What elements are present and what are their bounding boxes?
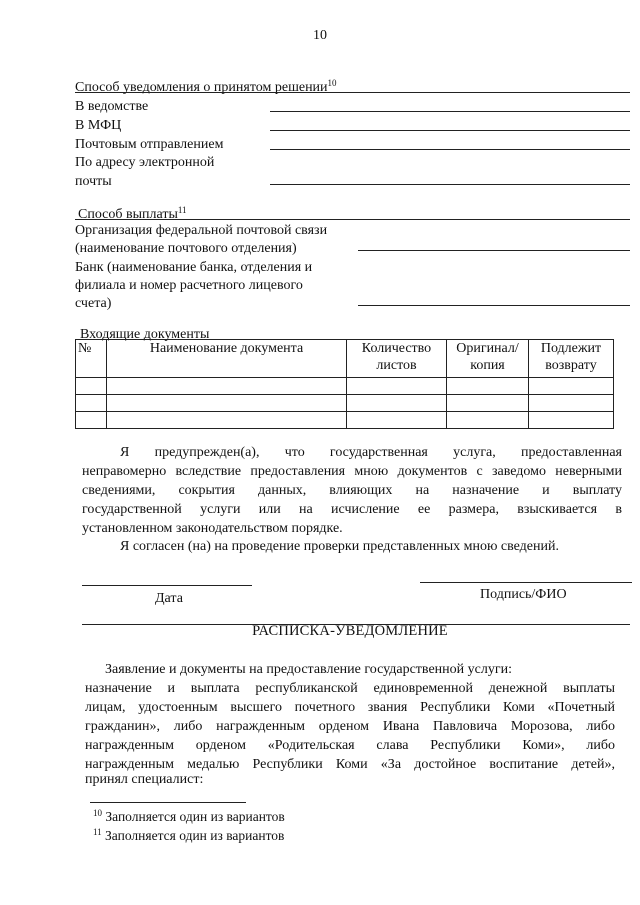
table-cell[interactable] xyxy=(107,378,347,395)
table-cell[interactable] xyxy=(107,395,347,412)
col-header-count-l1: Количество xyxy=(361,341,432,356)
receipt-line-3: лицам, удостоенным высшего почетного звания Республики Коми «Почетный xyxy=(85,700,615,715)
col-header-count xyxy=(347,340,447,378)
table-row xyxy=(76,395,614,412)
footnote-11-ref: 11 xyxy=(93,827,102,837)
table-cell[interactable] xyxy=(447,395,529,412)
table-cell[interactable] xyxy=(76,378,107,395)
receipt-title: РАСПИСКА-УВЕДОМЛЕНИЕ xyxy=(252,623,448,639)
receipt-line-1: Заявление и документы на предоставление государственной услуги: xyxy=(105,662,512,677)
payment-bank-line3: счета) xyxy=(75,296,112,311)
table-cell[interactable] xyxy=(529,412,614,429)
notify-option-email-line2: почты xyxy=(75,174,112,189)
table-cell[interactable] xyxy=(347,395,447,412)
notify-mfc-field[interactable] xyxy=(270,130,630,131)
footnote-11-text: Заполняется один из вариантов xyxy=(105,828,285,843)
signature-label: Подпись/ФИО xyxy=(480,587,567,602)
table-row xyxy=(76,412,614,429)
col-header-number: № xyxy=(76,340,107,378)
notify-post-field[interactable] xyxy=(270,149,630,150)
incoming-docs-table xyxy=(75,339,614,429)
payment-bank-line1: Банк (наименование банка, отделения и xyxy=(75,260,313,275)
payment-post-line2: (наименование почтового отделения) xyxy=(75,241,297,256)
table-row xyxy=(76,378,614,395)
col-header-return xyxy=(529,340,614,378)
warning-line-5: установленном законодательством порядке. xyxy=(82,521,343,536)
payment-post-line1: Организация федеральной почтовой связи xyxy=(75,223,328,238)
notify-section-title xyxy=(75,79,337,97)
payment-bank-field[interactable] xyxy=(358,305,630,306)
footnote-11 xyxy=(93,827,284,845)
footnote-separator xyxy=(90,802,246,803)
table-cell[interactable] xyxy=(529,378,614,395)
table-cell[interactable] xyxy=(76,412,107,429)
table-cell[interactable] xyxy=(347,412,447,429)
payment-bank-line2: филиала и номер расчетного лицевого xyxy=(75,278,303,293)
notify-option-post: Почтовым отправлением xyxy=(75,137,224,152)
receipt-line-5: награжденным орденом «Родительская слава Республики Коми», либо xyxy=(85,738,615,753)
footnote-10 xyxy=(93,808,285,826)
receipt-line-2: назначение и выплата республиканской единовременной денежной выплаты xyxy=(85,681,615,696)
receipt-line-4: гражданин», либо награжденным орденом Ивана Павловича Морозова, либо xyxy=(85,719,615,734)
notify-option-agency: В ведомстве xyxy=(75,99,149,114)
col-header-return-l2: возврату xyxy=(545,358,597,373)
warning-line-3: сведениями, сокрытия данных, влияющих на назначение и выплату xyxy=(82,483,622,498)
notify-title-text: Способ уведомления о принятом решении xyxy=(75,80,328,95)
signature-field[interactable] xyxy=(420,582,632,583)
col-header-original xyxy=(447,340,529,378)
warning-line-2: неправомерно вследствие предоставления мною документов с заведомо неверными xyxy=(82,464,622,479)
col-header-count-l2: листов xyxy=(376,358,417,373)
incoming-docs-title: Входящие документы xyxy=(80,327,210,342)
table-cell[interactable] xyxy=(76,395,107,412)
notify-option-email-line1: По адресу электронной xyxy=(75,155,215,170)
footnote-ref-11: 11 xyxy=(177,205,187,215)
notify-option-mfc: В МФЦ xyxy=(75,118,122,133)
table-cell[interactable] xyxy=(107,412,347,429)
payment-title-text: Способ выплаты xyxy=(78,207,178,222)
table-cell[interactable] xyxy=(447,412,529,429)
payment-title-underline xyxy=(75,219,630,220)
col-header-name: Наименование документа xyxy=(107,340,347,378)
receipt-line-6: награжденным медалью Республики Коми «За достойное воспитание детей», xyxy=(85,757,615,772)
table-cell[interactable] xyxy=(347,378,447,395)
date-field[interactable] xyxy=(82,585,252,586)
notify-title-underline xyxy=(75,92,630,93)
receipt-line-7: принял специалист: xyxy=(85,772,204,787)
payment-post-field[interactable] xyxy=(358,250,630,251)
warning-line-1: Я предупрежден(а), что государственная услуга, предоставленная xyxy=(120,445,622,460)
footnote-10-text: Заполняется один из вариантов xyxy=(105,809,285,824)
footnote-ref-10: 10 xyxy=(327,78,337,88)
notify-email-field[interactable] xyxy=(270,184,630,185)
table-header-row xyxy=(76,340,614,378)
col-header-original-l2: копия xyxy=(470,358,505,373)
consent-text: Я согласен (на) на проведение проверки представленных мною сведений. xyxy=(120,539,559,554)
table-cell[interactable] xyxy=(529,395,614,412)
col-header-original-l1: Оригинал/ xyxy=(456,341,519,356)
page-number: 10 xyxy=(313,28,327,43)
table-cell[interactable] xyxy=(447,378,529,395)
footnote-10-ref: 10 xyxy=(93,808,102,818)
notify-agency-field[interactable] xyxy=(270,111,630,112)
warning-line-4: государственной услуги или на исчисление ее размера, взыскивается в xyxy=(82,502,622,517)
date-label: Дата xyxy=(155,591,183,606)
col-header-return-l1: Подлежит xyxy=(540,341,602,356)
